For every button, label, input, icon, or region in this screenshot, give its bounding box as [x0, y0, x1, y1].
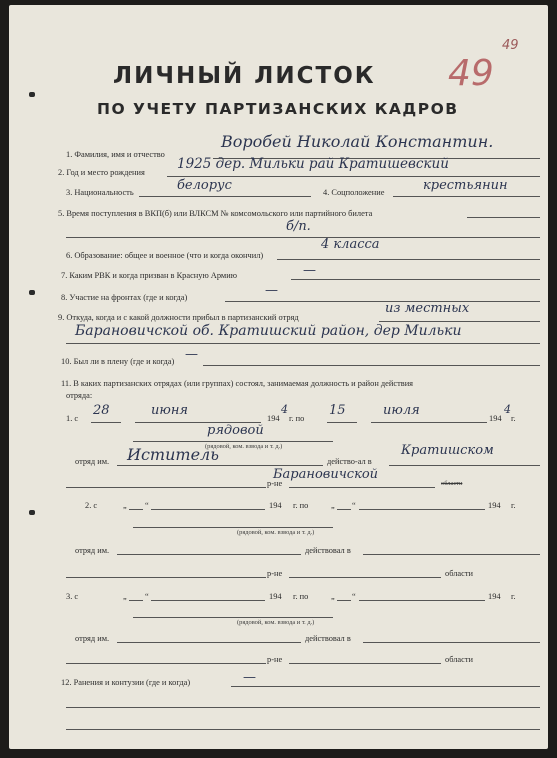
rule: [379, 321, 540, 322]
entry-2-oblast-label: области: [445, 569, 473, 578]
entry-1-month-from: июня: [151, 403, 188, 418]
field-6-label: 6. Образование: общее и военное (что и когда окончил): [66, 251, 264, 260]
rule: [167, 176, 540, 177]
field-1-value: Воробей Николай Константин.: [221, 132, 494, 151]
rule: [129, 509, 143, 510]
rule: [289, 577, 441, 578]
field-4-label: 4. Соцположение: [323, 188, 385, 197]
form-sheet: [9, 5, 548, 749]
rule: [327, 422, 357, 423]
entry-2-from-label: 2. с: [85, 501, 98, 510]
entry-2-close-quote: “: [145, 501, 149, 510]
rule: [66, 663, 266, 664]
field-9-label: 9. Откуда, когда и с какой должности прибыл в партизанский отряд: [58, 313, 299, 322]
entry-1-position-caption: (рядовой, ком. взвода и т. д.): [205, 443, 283, 450]
rule: [371, 422, 487, 423]
entry-3-close-quote-2: “: [352, 592, 356, 601]
entry-3-rayon-label: р-не: [267, 655, 283, 664]
entry-2-open-quote: „: [123, 501, 127, 510]
field-9-value-a: из местных: [385, 301, 470, 316]
punch-hole: [29, 92, 35, 97]
field-12-label: 12. Ранения и контузии (где и когда): [61, 678, 191, 687]
entry-2-year-to: 194: [488, 501, 501, 510]
rule: [66, 487, 266, 488]
field-5-label: 5. Время поступления в ВКП(б) или ВЛКСМ № комсомольского или партийного билета: [58, 209, 373, 218]
punch-hole: [29, 510, 35, 515]
entry-1-year-from-prefix: 194: [267, 414, 280, 423]
corner-number: 49: [502, 38, 519, 53]
field-11-label: 11. В каких партизанских отрядах (или группах) состоял, занимаемая должность и район действия: [61, 379, 414, 388]
field-1-label: 1. Фамилия, имя и отчество: [66, 150, 165, 159]
entry-3-open-quote: „: [123, 592, 127, 601]
entry-1-month-to: июля: [383, 403, 420, 418]
entry-1-year-from: 4: [281, 403, 288, 416]
entry-3-otryad-label: отряд им.: [75, 634, 110, 643]
rule: [133, 617, 333, 618]
rule: [231, 686, 540, 687]
field-8-value: —: [265, 283, 278, 298]
rule: [363, 642, 540, 643]
entry-3-g: г.: [511, 592, 516, 601]
rule: [363, 554, 540, 555]
entry-1-unit: Иститель: [127, 445, 219, 464]
field-5-value: б/п.: [286, 219, 311, 234]
field-12-value: —: [243, 670, 256, 685]
rule: [359, 509, 485, 510]
field-11-label-b: отряда:: [66, 391, 93, 400]
rule: [359, 600, 485, 601]
rule: [151, 509, 265, 510]
entry-3-acted-label: действовал в: [305, 634, 351, 643]
form-title: ЛИЧНЫЙ ЛИСТОК: [113, 63, 376, 89]
entry-2-acted-label: действовал в: [305, 546, 351, 555]
entry-3-position-caption: (рядовой, ком. взвода и т. д.): [237, 619, 315, 626]
entry-1-position: рядовой: [207, 423, 264, 438]
entry-3-number: 3. с: [66, 592, 79, 601]
field-4-value: крестьянин: [423, 178, 508, 193]
rule: [225, 301, 540, 302]
entry-3-g-po: г. по: [293, 592, 309, 601]
rule: [139, 196, 311, 197]
entry-1-year-to: 4: [504, 403, 511, 416]
rule: [91, 422, 121, 423]
rule: [337, 600, 351, 601]
field-3-label: 3. Национальность: [66, 188, 134, 197]
rule: [129, 600, 143, 601]
entry-3-open-quote-2: „: [331, 592, 335, 601]
field-2-value: 1925 дер. Мильки рай Кратишевский: [177, 156, 449, 172]
entry-2-rayon-label: р-не: [267, 569, 283, 578]
entry-2-open-quote-2: „: [331, 501, 335, 510]
entry-1-region: Барановичской: [273, 467, 379, 482]
entry-3-oblast-label: области: [445, 655, 473, 664]
entry-2-g: г.: [511, 501, 516, 510]
rule: [277, 259, 540, 260]
field-10-label: 10. Был ли в плену (где и когда): [61, 357, 175, 366]
field-8-label: 8. Участие на фронтах (где и когда): [61, 293, 188, 302]
entry-1-g-po: г. по: [289, 414, 305, 423]
rule: [151, 600, 265, 601]
rule: [66, 237, 540, 238]
entry-3-year-from: 194: [269, 592, 282, 601]
rule: [393, 196, 540, 197]
field-10-value: —: [185, 347, 198, 362]
entry-3-year-to: 194: [488, 592, 501, 601]
field-6-value: 4 класса: [321, 237, 380, 252]
rule: [291, 279, 540, 280]
entry-2-g-po: г. по: [293, 501, 309, 510]
rule: [133, 441, 333, 442]
form-subtitle: ПО УЧЕТУ ПАРТИЗАНСКИХ КАДРОВ: [97, 100, 459, 118]
entry-1-acted-label: действо-ал в: [327, 457, 372, 466]
stamp-number: 49: [448, 53, 494, 94]
rule: [117, 465, 323, 466]
rule: [117, 642, 301, 643]
rule: [289, 663, 441, 664]
rule: [289, 487, 435, 488]
punch-hole: [29, 290, 35, 295]
rule: [117, 554, 301, 555]
entry-1-year-to-prefix: 194: [489, 414, 502, 423]
entry-3-close-quote: “: [145, 592, 149, 601]
rule: [467, 217, 540, 218]
entry-1-rayon-label: р-не: [267, 479, 283, 488]
rule: [66, 577, 266, 578]
rule: [133, 527, 333, 528]
entry-1-g: г.: [511, 414, 516, 423]
field-7-label: 7. Каким РВК и когда призван в Красную Армию: [61, 271, 237, 280]
entry-1-day-to: 15: [329, 403, 346, 418]
entry-1-number: 1. с: [66, 414, 79, 423]
field-7-value: —: [303, 263, 316, 278]
entry-2-position-caption: (рядовой, ком. взвода и т. д.): [237, 529, 315, 536]
rule: [389, 465, 540, 466]
rule: [66, 729, 540, 730]
entry-2-year-from: 194: [269, 501, 282, 510]
entry-2-close-quote-2: “: [352, 501, 356, 510]
entry-1-otryad-label: отряд им.: [75, 457, 110, 466]
entry-1-oblast-label: области: [441, 480, 463, 487]
entry-2-otryad-label: отряд им.: [75, 546, 110, 555]
field-9-value-b: Барановичской об. Кратишский район, дер Мильки: [75, 323, 462, 339]
field-2-label: 2. Год и место рождения: [58, 168, 145, 177]
field-3-value: белорус: [177, 178, 232, 193]
rule: [66, 707, 540, 708]
rule: [66, 343, 540, 344]
rule: [203, 365, 540, 366]
entry-1-district: Кратишском: [401, 443, 494, 458]
rule: [337, 509, 351, 510]
entry-1-day-from: 28: [93, 403, 110, 418]
